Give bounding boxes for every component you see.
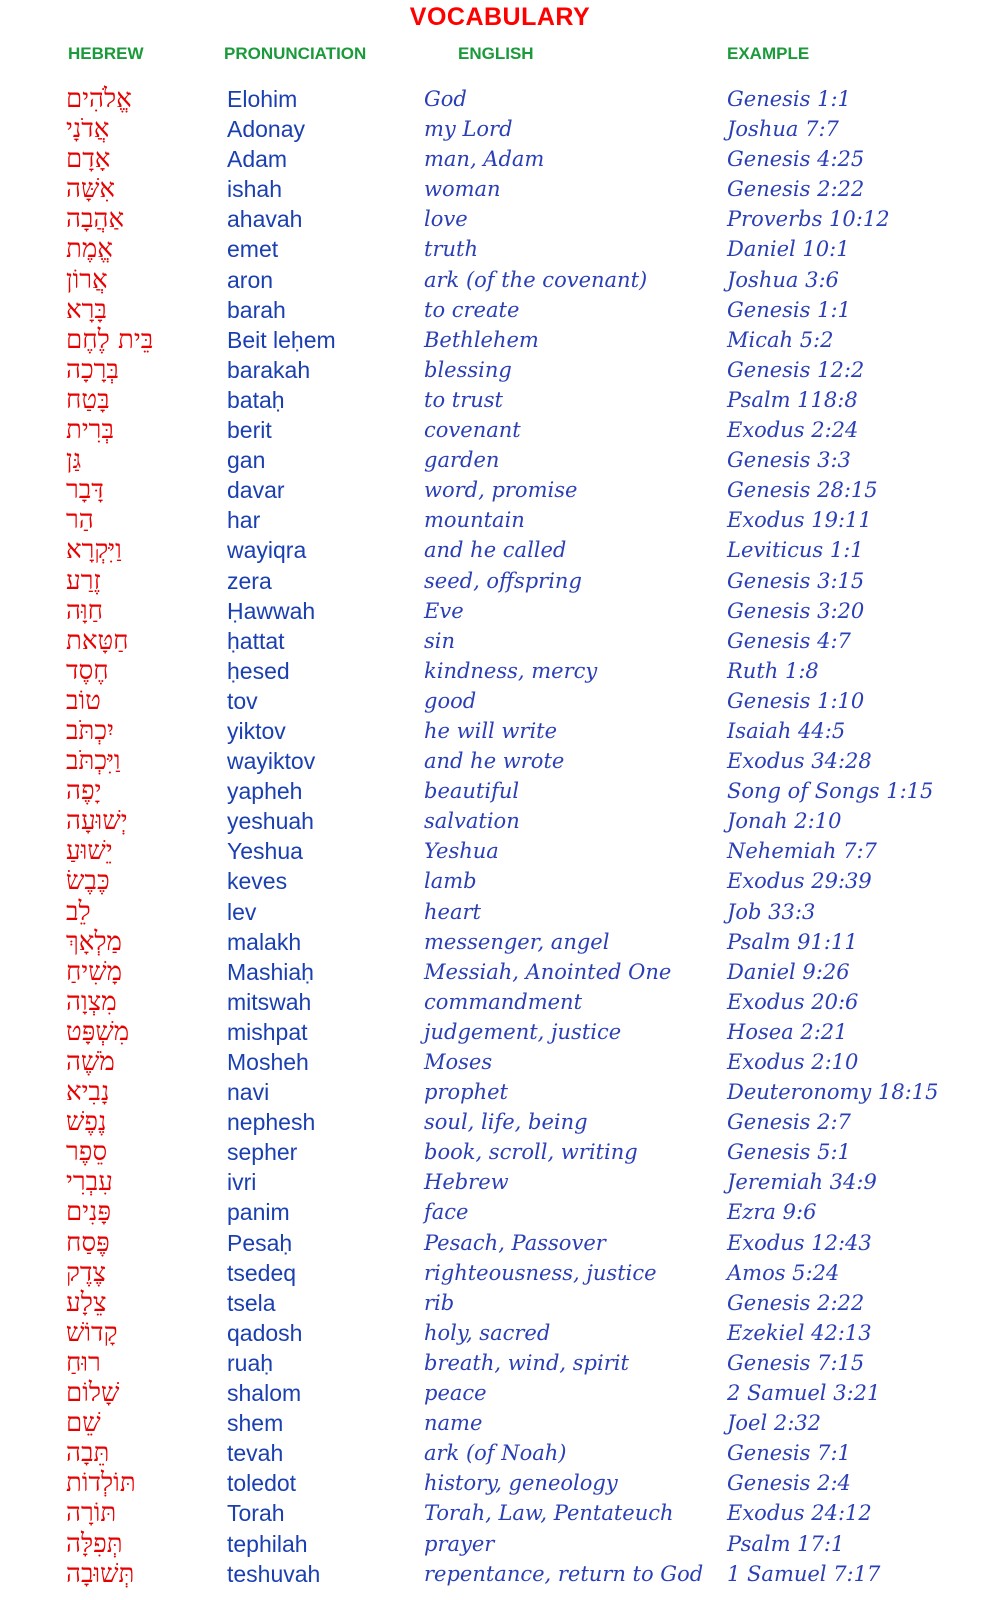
- example-reference: Daniel 9:26: [727, 959, 850, 984]
- pronunciation-text: navi: [227, 1079, 270, 1106]
- example-reference: Genesis 3:15: [727, 568, 865, 593]
- pronunciation-text: berit: [227, 417, 272, 444]
- hebrew-word: יִכְתֹּב: [66, 715, 114, 746]
- vocabulary-row: [0, 1468, 1000, 1498]
- hebrew-word: יָפֶה: [66, 776, 102, 807]
- hebrew-word: מַלְאָךְ: [66, 926, 122, 957]
- hebrew-word: פֶּסַח: [66, 1227, 110, 1258]
- hebrew-word: כֶּבֶשׂ: [66, 866, 110, 897]
- english-meaning: to trust: [424, 387, 503, 412]
- pronunciation-text: yapheh: [227, 778, 303, 805]
- header-hebrew: HEBREW: [68, 44, 144, 63]
- pronunciation-text: ruaḥ: [227, 1349, 274, 1376]
- vocabulary-row: [0, 1318, 1000, 1348]
- english-meaning: God: [424, 87, 467, 111]
- example-reference: Genesis 2:22: [727, 177, 865, 202]
- pronunciation-text: barakah: [227, 356, 311, 383]
- hebrew-word: יֵשׁוּעַ: [66, 836, 113, 867]
- hebrew-word: גַּן: [66, 445, 82, 476]
- vocabulary-row: [0, 746, 1000, 776]
- pronunciation-text: barah: [227, 296, 286, 323]
- vocabulary-row: [0, 1408, 1000, 1438]
- pronunciation-text: tephilah: [227, 1530, 308, 1557]
- english-meaning: to create: [424, 297, 520, 322]
- example-reference: Exodus 2:24: [727, 418, 859, 443]
- vocabulary-row: [0, 656, 1000, 686]
- vocabulary-row: [0, 716, 1000, 746]
- example-reference: Jeremiah 34:9: [727, 1170, 877, 1195]
- hebrew-word: אִשָּׁה: [66, 174, 115, 205]
- vocabulary-row: [0, 1197, 1000, 1227]
- pronunciation-text: tevah: [227, 1440, 284, 1467]
- example-reference: Ruth 1:8: [727, 658, 819, 683]
- example-reference: Genesis 1:1: [727, 297, 851, 322]
- vocabulary-row: [0, 535, 1000, 565]
- vocabulary-row: [0, 897, 1000, 927]
- vocabulary-row: [0, 1228, 1000, 1258]
- example-reference: Deuteronomy 18:15: [727, 1080, 939, 1105]
- pronunciation-text: shalom: [227, 1380, 302, 1407]
- hebrew-word: טוֹב: [66, 685, 101, 716]
- english-meaning: commandment: [424, 989, 583, 1014]
- hebrew-word: רוּחַ: [66, 1347, 101, 1378]
- vocabulary-row: [0, 445, 1000, 475]
- pronunciation-text: panim: [227, 1199, 290, 1226]
- pronunciation-text: keves: [227, 868, 288, 895]
- pronunciation-text: Torah: [227, 1500, 285, 1527]
- hebrew-word: תּוֹלְדוֹת: [66, 1468, 136, 1499]
- english-meaning: Yeshua: [424, 839, 499, 864]
- hebrew-word: אֲרוֹן: [66, 264, 108, 295]
- english-meaning: face: [424, 1200, 469, 1225]
- pronunciation-text: ivri: [227, 1169, 257, 1196]
- vocabulary-row: [0, 836, 1000, 866]
- english-meaning: love: [424, 207, 468, 232]
- hebrew-word: תְּפִלָּה: [66, 1528, 123, 1559]
- vocabulary-row: [0, 1047, 1000, 1077]
- english-meaning: word, promise: [424, 478, 578, 503]
- example-reference: Joel 2:32: [727, 1411, 822, 1436]
- pronunciation-text: qadosh: [227, 1319, 303, 1346]
- pronunciation-text: yeshuah: [227, 808, 314, 835]
- vocabulary-row: [0, 234, 1000, 264]
- english-meaning: name: [424, 1411, 483, 1436]
- page-title: VOCABULARY: [409, 3, 591, 31]
- example-reference: Genesis 3:20: [727, 598, 865, 623]
- pronunciation-text: lev: [227, 898, 257, 925]
- english-meaning: breath, wind, spirit: [424, 1350, 629, 1375]
- english-meaning: and he called: [424, 538, 567, 563]
- example-reference: Genesis 2:22: [727, 1290, 865, 1315]
- hebrew-word: צֶדֶק: [66, 1257, 107, 1288]
- hebrew-word: נָבִיא: [66, 1077, 110, 1108]
- header-english: ENGLISH: [458, 44, 534, 63]
- example-reference: Psalm 91:11: [727, 929, 858, 954]
- english-meaning: prayer: [424, 1531, 495, 1556]
- example-reference: Genesis 1:1: [727, 87, 851, 111]
- pronunciation-text: har: [227, 507, 261, 534]
- example-reference: Exodus 2:10: [727, 1050, 859, 1074]
- example-reference: Genesis 7:15: [727, 1350, 865, 1375]
- english-meaning: Pesach, Passover: [424, 1230, 606, 1255]
- pronunciation-text: toledot: [227, 1470, 297, 1497]
- vocabulary-row: [0, 1137, 1000, 1167]
- hebrew-word: מֹשֶׁה: [66, 1047, 115, 1077]
- pronunciation-text: tsedeq: [227, 1259, 297, 1286]
- example-reference: 1 Samuel 7:17: [727, 1561, 881, 1586]
- example-reference: Genesis 4:7: [727, 628, 851, 653]
- english-meaning: and he wrote: [424, 749, 565, 774]
- example-reference: Psalm 17:1: [727, 1531, 845, 1556]
- english-meaning: garden: [424, 448, 500, 473]
- hebrew-word: תּוֹרָה: [66, 1498, 117, 1529]
- example-reference: Exodus 29:39: [727, 869, 872, 894]
- pronunciation-text: wayiktov: [227, 748, 316, 775]
- english-meaning: beautiful: [424, 779, 520, 804]
- english-meaning: prophet: [424, 1080, 508, 1105]
- vocabulary-row: [0, 204, 1000, 234]
- english-meaning: peace: [424, 1381, 487, 1406]
- english-meaning: ark (of Noah): [424, 1441, 567, 1466]
- vocabulary-row: [0, 325, 1000, 355]
- hebrew-word: דָּבָר: [66, 475, 104, 506]
- pronunciation-text: wayiqra: [227, 537, 307, 564]
- hebrew-word: יְשׁוּעָה: [66, 806, 128, 837]
- vocabulary-row: [0, 1559, 1000, 1589]
- vocabulary-row: [0, 1348, 1000, 1378]
- english-meaning: soul, life, being: [424, 1110, 588, 1135]
- hebrew-word: נֶפֶשׁ: [66, 1107, 107, 1138]
- header-example: EXAMPLE: [727, 44, 810, 63]
- example-reference: Genesis 3:3: [727, 448, 851, 473]
- english-meaning: Eve: [424, 598, 464, 623]
- vocabulary-row: [0, 927, 1000, 957]
- example-reference: Leviticus 1:1: [727, 538, 864, 563]
- pronunciation-text: Mosheh: [227, 1049, 309, 1075]
- pronunciation-text: davar: [227, 477, 285, 504]
- english-meaning: blessing: [424, 357, 512, 382]
- vocabulary-row: [0, 1498, 1000, 1528]
- example-reference: Joshua 3:6: [727, 267, 839, 292]
- english-meaning: Torah, Law, Pentateuch: [424, 1501, 674, 1526]
- pronunciation-text: Beit leḥem: [227, 326, 336, 353]
- hebrew-word: תְּשׁוּבָה: [66, 1558, 135, 1589]
- hebrew-word: זֶרַע: [66, 565, 101, 596]
- pronunciation-text: gan: [227, 447, 266, 474]
- vocabulary-row: [0, 866, 1000, 896]
- vocabulary-row: [0, 1167, 1000, 1197]
- vocabulary-row: [0, 144, 1000, 174]
- english-meaning: judgement, justice: [424, 1019, 622, 1044]
- hebrew-word: מִשְׁפָּט: [66, 1016, 130, 1047]
- pronunciation-text: Elohim: [227, 86, 298, 112]
- hebrew-word: אֱלֹהִים: [66, 84, 132, 114]
- hebrew-word: אַהֲבָה: [66, 204, 125, 235]
- hebrew-word: הַר: [66, 505, 94, 536]
- english-meaning: kindness, mercy: [424, 658, 598, 683]
- pronunciation-text: bataḥ: [227, 386, 285, 413]
- english-meaning: messenger, angel: [424, 929, 610, 954]
- pronunciation-text: ḥesed: [227, 657, 290, 684]
- vocabulary-list: [0, 84, 1000, 1589]
- example-reference: Job 33:3: [727, 899, 816, 924]
- english-meaning: ark (of the covenant): [424, 267, 648, 292]
- example-reference: Hosea 2:21: [727, 1019, 848, 1044]
- vocabulary-row: [0, 355, 1000, 385]
- example-reference: Genesis 5:1: [727, 1140, 851, 1165]
- english-meaning: man, Adam: [424, 147, 545, 172]
- pronunciation-text: Ḥawwah: [227, 597, 316, 624]
- example-reference: Genesis 28:15: [727, 478, 878, 503]
- example-reference: Ezra 9:6: [727, 1200, 817, 1225]
- example-reference: Nehemiah 7:7: [727, 839, 877, 864]
- vocabulary-row: [0, 566, 1000, 596]
- example-reference: Exodus 24:12: [727, 1501, 872, 1526]
- hebrew-word: קָדוֹשׁ: [66, 1317, 118, 1348]
- example-reference: Genesis 2:7: [727, 1110, 851, 1135]
- pronunciation-text: tov: [227, 687, 258, 714]
- hebrew-word: שָׁלוֹם: [66, 1378, 120, 1409]
- english-meaning: good: [424, 688, 477, 713]
- example-reference: Jonah 2:10: [727, 809, 842, 834]
- hebrew-word: בֵּית לֶחֶם: [66, 324, 154, 355]
- pronunciation-text: ahavah: [227, 206, 303, 233]
- pronunciation-text: shem: [227, 1410, 284, 1437]
- pronunciation-text: Yeshua: [227, 838, 303, 865]
- example-reference: Exodus 20:6: [727, 989, 859, 1014]
- example-reference: Exodus 19:11: [727, 508, 872, 533]
- example-reference: Amos 5:24: [727, 1260, 840, 1285]
- vocabulary-row: [0, 1438, 1000, 1468]
- hebrew-word: חֶסֶד: [66, 655, 109, 686]
- vocabulary-row: [0, 174, 1000, 204]
- pronunciation-text: nephesh: [227, 1109, 316, 1136]
- hebrew-word: בְּרִית: [66, 415, 114, 446]
- example-reference: Exodus 12:43: [727, 1230, 872, 1255]
- example-reference: Genesis 7:1: [727, 1441, 851, 1466]
- vocabulary-row: [0, 1077, 1000, 1107]
- example-reference: Proverbs 10:12: [727, 207, 890, 232]
- vocabulary-row: [0, 1107, 1000, 1137]
- example-reference: Daniel 10:1: [727, 237, 850, 262]
- example-reference: Psalm 118:8: [727, 387, 858, 412]
- hebrew-word: תֵּבָה: [66, 1438, 110, 1469]
- hebrew-word: וַיִּקְרָא: [66, 535, 122, 566]
- vocabulary-row: [0, 1258, 1000, 1288]
- example-reference: Genesis 1:10: [727, 688, 865, 713]
- example-reference: Ezekiel 42:13: [727, 1320, 872, 1345]
- header-pronunciation: PRONUNCIATION: [224, 44, 367, 63]
- english-meaning: rib: [424, 1290, 455, 1315]
- pronunciation-text: malakh: [227, 928, 302, 955]
- pronunciation-text: mitswah: [227, 988, 312, 1015]
- hebrew-word: לֵב: [66, 896, 91, 927]
- pronunciation-text: teshuvah: [227, 1560, 321, 1587]
- pronunciation-text: Adam: [227, 146, 288, 173]
- hebrew-word: אֲדֹנָי: [66, 114, 110, 145]
- hebrew-word: אֱמֶת: [66, 234, 113, 265]
- english-meaning: Moses: [424, 1050, 493, 1074]
- vocabulary-row: [0, 265, 1000, 295]
- vocabulary-row: [0, 385, 1000, 415]
- vocabulary-row: [0, 1017, 1000, 1047]
- english-meaning: sin: [424, 628, 456, 653]
- pronunciation-text: ishah: [227, 176, 282, 203]
- english-meaning: woman: [424, 177, 501, 202]
- vocabulary-row: [0, 415, 1000, 445]
- hebrew-word: בָּרָא: [66, 294, 107, 325]
- hebrew-word: בְּרָכָה: [66, 354, 119, 385]
- english-meaning: holy, sacred: [424, 1320, 551, 1345]
- english-meaning: book, scroll, writing: [424, 1140, 638, 1165]
- vocabulary-row: [0, 596, 1000, 626]
- vocabulary-row: [0, 987, 1000, 1017]
- vocabulary-row: [0, 1288, 1000, 1318]
- example-reference: Isaiah 44:5: [727, 718, 846, 743]
- example-reference: 2 Samuel 3:21: [727, 1381, 881, 1406]
- hebrew-word: שֵׁם: [66, 1408, 101, 1439]
- vocabulary-row: [0, 776, 1000, 806]
- vocabulary-row: [0, 1529, 1000, 1559]
- pronunciation-text: Pesaḥ: [227, 1229, 293, 1256]
- example-reference: Genesis 2:4: [727, 1471, 851, 1496]
- english-meaning: heart: [424, 899, 481, 924]
- hebrew-word: בָּטַח: [66, 384, 110, 415]
- vocabulary-row: [0, 686, 1000, 716]
- hebrew-word: אָדָם: [66, 144, 111, 175]
- english-meaning: seed, offspring: [424, 568, 582, 593]
- column-headers: [0, 44, 1000, 68]
- pronunciation-text: yiktov: [227, 717, 286, 744]
- english-meaning: Hebrew: [424, 1170, 509, 1195]
- pronunciation-text: ḥattat: [227, 627, 285, 654]
- hebrew-word: פָּנִים: [66, 1197, 112, 1228]
- hebrew-word: חַטָּאת: [66, 625, 129, 656]
- hebrew-word: מָשִׁיחַ: [66, 956, 123, 987]
- english-meaning: truth: [424, 237, 478, 262]
- english-meaning: Messiah, Anointed One: [424, 959, 672, 984]
- vocabulary-row: [0, 505, 1000, 535]
- vocabulary-row: [0, 957, 1000, 987]
- pronunciation-text: Adonay: [227, 116, 306, 143]
- example-reference: Genesis 4:25: [727, 147, 865, 172]
- english-meaning: mountain: [424, 508, 525, 533]
- english-meaning: covenant: [424, 418, 521, 443]
- english-meaning: Bethlehem: [424, 327, 539, 352]
- hebrew-word: עִבְרִי: [66, 1167, 113, 1198]
- example-reference: Micah 5:2: [727, 327, 834, 352]
- vocabulary-row: [0, 84, 1000, 114]
- vocabulary-row: [0, 295, 1000, 325]
- hebrew-word: סֵפֶר: [66, 1137, 108, 1168]
- pronunciation-text: zera: [227, 567, 272, 594]
- english-meaning: salvation: [424, 809, 520, 834]
- pronunciation-text: emet: [227, 236, 279, 263]
- example-reference: Genesis 12:2: [727, 357, 865, 382]
- example-reference: Exodus 34:28: [727, 749, 872, 774]
- hebrew-word: חַוָּה: [66, 595, 103, 626]
- pronunciation-text: aron: [227, 266, 274, 293]
- vocabulary-row: [0, 475, 1000, 505]
- vocabulary-row: [0, 626, 1000, 656]
- english-meaning: righteousness, justice: [424, 1260, 657, 1285]
- vocabulary-row: [0, 806, 1000, 836]
- pronunciation-text: sepher: [227, 1139, 298, 1166]
- pronunciation-text: Mashiaḥ: [227, 958, 314, 985]
- hebrew-word: וַיִּכְתֹּב: [66, 746, 121, 777]
- english-meaning: history, geneology: [424, 1471, 618, 1496]
- example-reference: Song of Songs 1:15: [727, 779, 934, 804]
- hebrew-word: מִצְוָה: [66, 986, 117, 1017]
- example-reference: Joshua 7:7: [727, 117, 839, 142]
- hebrew-word: צֵלָע: [66, 1287, 107, 1318]
- english-meaning: repentance, return to God: [424, 1561, 704, 1586]
- pronunciation-text: mishpat: [227, 1018, 308, 1045]
- pronunciation-text: tsela: [227, 1289, 276, 1316]
- english-meaning: he will write: [424, 718, 558, 743]
- vocabulary-row: [0, 114, 1000, 144]
- vocabulary-row: [0, 1378, 1000, 1408]
- english-meaning: lamb: [424, 869, 477, 894]
- english-meaning: my Lord: [424, 117, 513, 142]
